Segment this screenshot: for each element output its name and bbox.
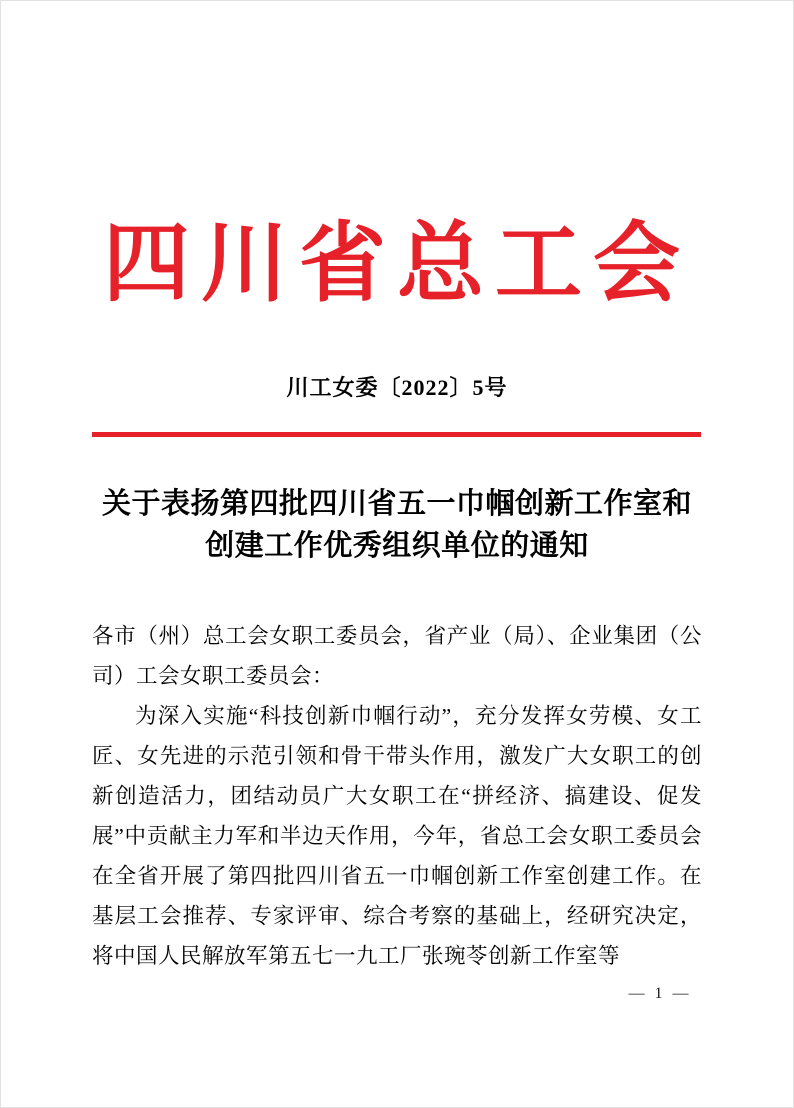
document-title-line-1: 关于表扬第四批四川省五一巾帼创新工作室和 xyxy=(101,488,692,520)
salutation-paragraph: 各市（州）总工会女职工委员会，省产业（局）、企业集团（公司）工会女职工委员会： xyxy=(92,624,702,688)
red-divider-line xyxy=(92,432,701,437)
document-title xyxy=(60,483,734,567)
letterhead-org-name: 四川省总工会 xyxy=(103,215,691,312)
doc-reference-number: 川工女委〔2022〕5号 xyxy=(286,375,508,400)
document-body xyxy=(92,616,702,976)
document-title-line-2: 创建工作优秀组织单位的通知 xyxy=(205,530,589,562)
body-paragraph: 为深入实施“科技创新巾帼行动”，充分发挥女劳模、女工匠、女先进的示范引领和骨干带头作用，激发广大女职工的创新创造活力，团结动员广大女职工在“拼经济、搞建设、促发展”中贡献主力军和半边天作用，今年，省总工会女职工委员会在全省开展了第四批四川省五一巾帼创新工作室创建工作。在基层工会推荐、专家评审、综合考察的基础上，经研究决定，将中国人民解放军第五七一九工厂张琬苓创新工作室等 xyxy=(92,704,702,968)
page-number: — 1 — xyxy=(628,985,692,1002)
